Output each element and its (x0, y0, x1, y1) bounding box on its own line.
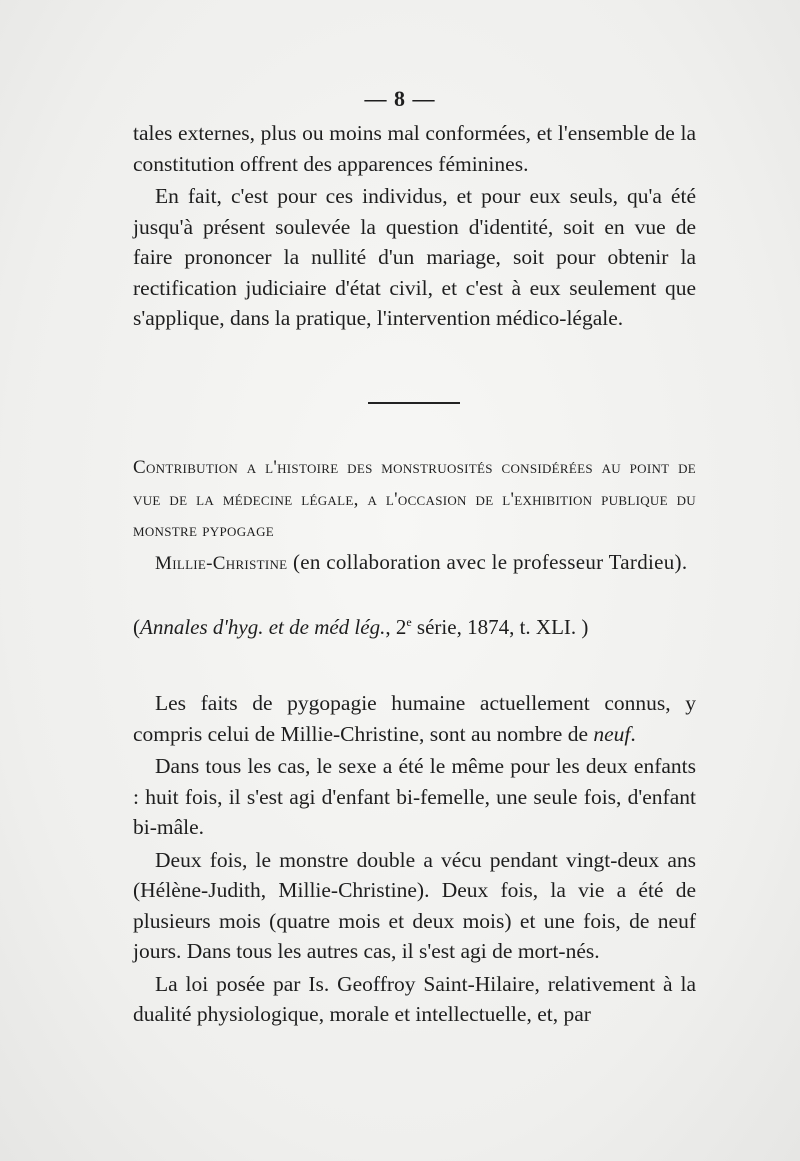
citation-series-superscript: e (406, 615, 412, 629)
section-divider (368, 402, 460, 404)
page-number: — 8 — (364, 86, 436, 111)
citation-journal: Annales d'hyg. et de méd lég. (140, 615, 386, 639)
heading-title (133, 452, 696, 547)
heading-text: Contribution a l'histoire des monstruosités considérées au point de vue de la médecine légale, a l'occasion de l'exhibition publique du monstre pypogage (133, 457, 696, 541)
heading-name-line (133, 547, 696, 580)
citation-series-rest: série, 1874, t. XLI. ) (411, 615, 589, 639)
heading-subject-name: Millie-Christine (155, 552, 288, 574)
paragraph-sex: Dans tous les cas, le sexe a été le même pour les deux enfants : huit fois, il s'est agi d'enfant bi-femelle, une seule fois, d'enfant bi-mâle. (133, 754, 696, 839)
top-text-block (133, 118, 696, 334)
citation (133, 612, 696, 643)
citation-series-number: 2 (395, 615, 407, 639)
paragraph-continuation: tales externes, plus ou moins mal conformées, et l'ensemble de la constitution offrent des apparences féminines. (133, 121, 696, 176)
paragraph-known-cases-end: . (630, 721, 636, 746)
bottom-text-block (133, 688, 696, 1030)
paragraph-known-cases-start: Les faits de pygopagie humaine actuellement connus, y compris celui de Millie-Christine, sont au nombre de (133, 691, 696, 746)
paragraph-identity-question: En fait, c'est pour ces individus, et pour eux seuls, qu'a été jusqu'à présent soulevée la question d'identité, soit en vue de faire prononcer la nullité d'un mariage, soit pour obtenir la rectification judiciaire d'état civil, et c'est à eux seulement que s'applique, dans la pratique, l'intervention médico-légale. (133, 184, 696, 330)
paragraph-known-cases-italic: neuf (593, 721, 631, 746)
paragraph-known-cases (133, 688, 696, 749)
citation-open: ( (133, 615, 140, 639)
paragraph-survival: Deux fois, le monstre double a vécu pendant vingt-deux ans (Hélène-Judith, Millie-Christine). Deux fois, la vie a été de plusieurs mois (quatre mois et deux mois) et une fois, de neuf jours. Dans tous les autres cas, il s'est agi de mort-nés. (133, 847, 696, 963)
citation-comma: , (385, 615, 396, 639)
section-heading (133, 452, 696, 579)
heading-collaboration: (en collaboration avec le professeur Tardieu). (287, 549, 688, 574)
paragraph-geoffroy-law: La loi posée par Is. Geoffroy Saint-Hilaire, relativement à la dualité physiologique, morale et intellectuelle, et, par (133, 971, 696, 1026)
